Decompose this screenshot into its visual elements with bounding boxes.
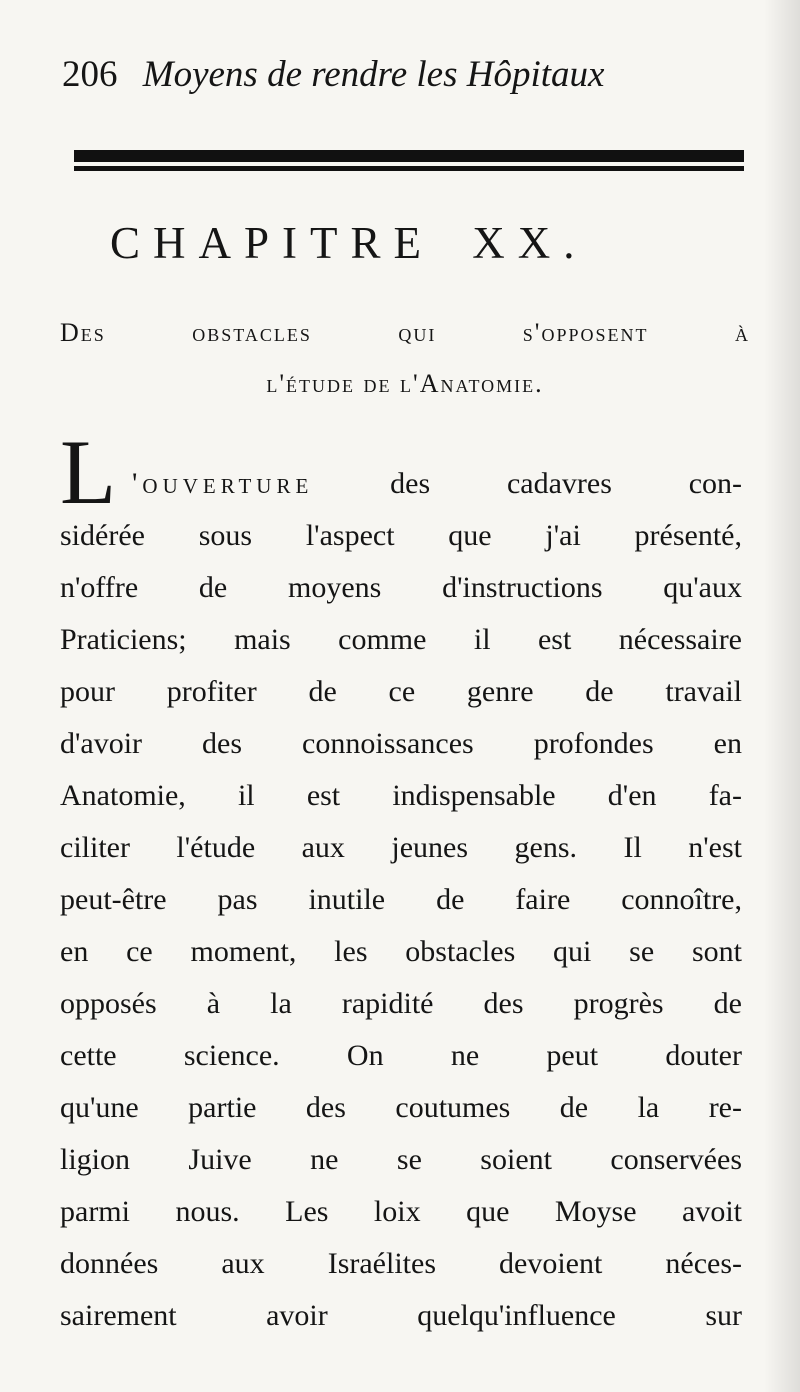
header-rule-thin — [74, 166, 744, 171]
body-line: Anatomie, il est indispensable d'en fa- — [60, 779, 742, 812]
body-line: opposés à la rapidité des progrès de — [60, 987, 742, 1020]
running-title: Moyens de rendre les Hôpitaux — [142, 54, 605, 95]
chapter-number: XX. — [472, 218, 588, 268]
body-line: d'avoir des connoissances profondes en — [60, 727, 742, 760]
chapter-heading — [110, 213, 695, 273]
chapter-subtitle-line-2: l'étude de l'Anatomie. — [266, 369, 544, 398]
body-line: sidérée sous l'aspect que j'ai présenté, — [60, 519, 742, 552]
body-first-line — [132, 458, 742, 510]
body-line: sairement avoir quelqu'influence sur — [60, 1299, 742, 1332]
page-number: 206 — [62, 54, 118, 95]
body-line: ligion Juive ne se soient conservées — [60, 1143, 742, 1176]
body-line: en ce moment, les obstacles qui se sont — [60, 935, 742, 968]
body-line: parmi nous. Les loix que Moyse avoit — [60, 1195, 742, 1228]
body-line: n'offre de moyens d'instructions qu'aux — [60, 571, 742, 604]
first-word: 'ouverture — [132, 467, 314, 500]
body-line: cette science. On ne peut douter — [60, 1039, 742, 1072]
body-line: qu'une partie des coutumes de la re- — [60, 1091, 742, 1124]
body-line: peut-être pas inutile de faire connoître, — [60, 883, 742, 916]
body-line: données aux Israélites devoient néces- — [60, 1247, 742, 1280]
drop-cap: L — [60, 421, 117, 523]
body-line: pour profiter de ce genre de travail — [60, 675, 742, 708]
first-line-rest: des cadavres con- — [390, 467, 742, 500]
header-rule-thick — [74, 150, 744, 162]
chapter-subtitle-line-1: Des obstacles qui s'opposent à — [60, 318, 750, 347]
page-edge-shadow — [764, 0, 800, 1392]
body-line: Praticiens; mais comme il est nécessaire — [60, 623, 742, 656]
body-line: ciliter l'étude aux jeunes gens. Il n'est — [60, 831, 742, 864]
chapter-label: CHAPITRE — [110, 218, 435, 268]
running-head — [62, 50, 762, 100]
